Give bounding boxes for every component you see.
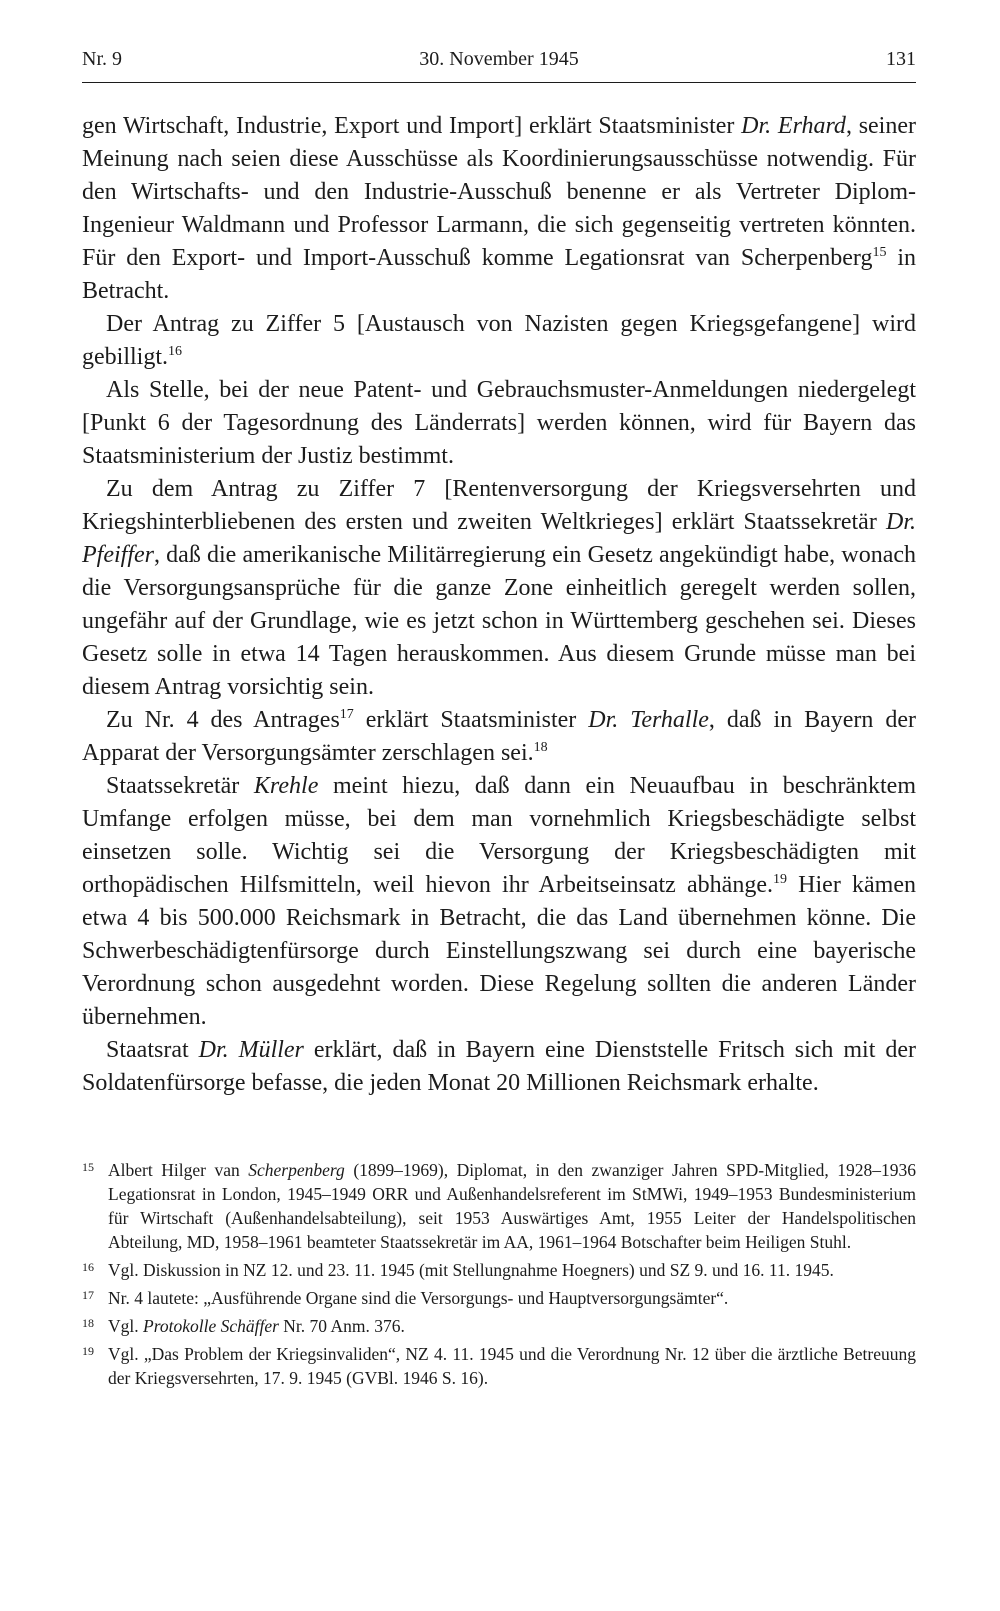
- person-name: Scherpenberg: [248, 1160, 345, 1180]
- text-run: Vgl. „Das Problem der Kriegsinvaliden“, NZ 4. 11. 1945 und die Verordnung Nr. 12 über die ärztliche Betreuung der Kriegsversehrten, 17. 9. 1945 (GVBl. 1946 S. 16).: [108, 1344, 916, 1388]
- text-run: Der Antrag zu Ziffer 5 [Austausch von Nazisten gegen Kriegsgefangene] wird gebilligt.: [82, 311, 916, 370]
- running-header: [82, 48, 916, 78]
- paragraph: [82, 110, 916, 308]
- paragraph: [82, 770, 916, 1034]
- text-run: gen Wirtschaft, Industrie, Export und Import] erklärt Staatsminister: [82, 113, 742, 139]
- text-run: Als Stelle, bei der neue Patent- und Gebrauchsmuster-Anmeldungen niedergelegt [Punkt 6 der Tagesordnung des Länderrats] werden können, wird für Bayern das Staatsministerium der Justiz bestimmt.: [82, 377, 916, 469]
- paragraph: [82, 308, 916, 374]
- footnote-ref: 18: [533, 740, 548, 755]
- footnote-ref: 15: [872, 245, 887, 260]
- text-run: Vgl.: [108, 1316, 143, 1336]
- footnote-ref: 19: [772, 872, 787, 887]
- text-run: , daß in Bayern der Apparat der Versorgungsämter zerschlagen sei.: [82, 707, 916, 766]
- text-run: erklärt Staatsminister: [353, 707, 589, 733]
- footnote-ref: 17: [339, 707, 354, 722]
- footnote-number: 15: [82, 1160, 94, 1174]
- paragraph: [82, 473, 916, 704]
- footnote: [82, 1342, 916, 1390]
- person-name: Dr. Terhalle: [588, 707, 709, 733]
- footnote-number: 19: [82, 1344, 94, 1358]
- page-number: 131: [886, 48, 916, 70]
- person-name: Protokolle Schäffer: [143, 1316, 279, 1336]
- text-run: Albert Hilger van: [108, 1160, 249, 1180]
- footnote-number: 17: [82, 1288, 94, 1302]
- issue-number: Nr. 9: [82, 48, 122, 70]
- text-run: Nr. 4 lautete: „Ausführende Organe sind die Versorgungs- und Hauptversorgungsämter“.: [108, 1288, 729, 1308]
- text-run: , seiner Meinung nach seien diese Ausschüsse als Koordinierungsausschüsse notwendig. Für den Wirtschafts- und den Industrie-Ausschuß benenne er als Vertreter Diplom-Ingenieur Waldmann und Professor Larmann, die sich gegenseitig vertreten könnten. Für den Export- und Import-Ausschuß komme Legationsrat van Scherpenberg: [82, 113, 916, 271]
- text-run: Zu dem Antrag zu Ziffer 7 [Rentenversorgung der Kriegsversehrten und Kriegshinterbliebenen des ersten und zweiten Weltkrieges] erklärt Staatssekretär: [82, 476, 916, 535]
- person-name: Krehle: [253, 773, 319, 799]
- footnote: [82, 1258, 916, 1282]
- header-rule: [82, 82, 916, 83]
- person-name: Dr. Müller: [198, 1037, 304, 1063]
- text-run: Vgl. Diskussion in NZ 12. und 23. 11. 1945 (mit Stellungnahme Hoegners) und SZ 9. und 16. 11. 1945.: [108, 1260, 834, 1280]
- text-run: in Betracht.: [82, 245, 917, 304]
- text-run: Zu Nr. 4 des Antrages: [106, 707, 340, 733]
- text-run: meint hiezu, daß dann ein Neuaufbau in beschränktem Umfange erfolgen müsse, bei dem man vornehmlich Kriegsbeschädigte selbst einsetzen solle. Wichtig sei die Versorgung der Kriegsbeschädigten mit orthopädischen Hilfsmitteln, weil hievon ihr Arbeitseinsatz abhänge.: [82, 773, 916, 898]
- paragraph: [82, 374, 916, 473]
- text-run: , daß die amerikanische Militärregierung ein Gesetz angekündigt habe, wonach die Versorgungsansprüche für die ganze Zone einheitlich geregelt werden sollen, ungefähr auf der Grundlage, wie es jetzt schon in Württemberg geschehen sei. Dieses Gesetz solle in etwa 14 Tagen herauskommen. Aus diesem Grunde müsse man bei diesem Antrag vorsichtig sein.: [82, 542, 916, 700]
- paragraph: [82, 1034, 916, 1100]
- footnote: [82, 1314, 916, 1338]
- main-text: [82, 110, 916, 1100]
- person-name: Dr. Erhard: [741, 113, 846, 139]
- header-date: 30. November 1945: [419, 48, 579, 70]
- footnotes: [82, 1158, 916, 1394]
- footnote: [82, 1158, 916, 1254]
- footnote-ref: 16: [168, 344, 182, 359]
- person-name: Dr. Pfeiffer: [82, 509, 916, 568]
- text-run: Staatsrat: [106, 1037, 199, 1063]
- footnote: [82, 1286, 916, 1310]
- paragraph: [82, 704, 916, 770]
- text-run: Staatssekretär: [106, 773, 254, 799]
- text-run: Hier kämen etwa 4 bis 500.000 Reichsmark in Betracht, die das Land übernehmen könne. Die Schwerbeschädigtenfürsorge durch Einstellungszwang sei durch eine bayerische Verordnung schon ausgedehnt worden. Diese Regelung sollten die anderen Länder übernehmen.: [82, 872, 916, 1030]
- text-run: (1899–1969), Diplomat, in den zwanziger Jahren SPD-Mitglied, 1928–1936 Legationsrat in London, 1945–1949 ORR und Außenhandelsreferent im StMWi, 1949–1953 Bundesministerium für Wirtschaft (Außenhandelsabteilung), seit 1953 Auswärtiges Amt, 1955 Leiter der Handelspolitischen Abteilung, MD, 1958–1961 beamteter Staatssekretär im AA, 1961–1964 Botschafter beim Heiligen Stuhl.: [108, 1160, 916, 1252]
- footnote-number: 18: [82, 1316, 94, 1330]
- footnote-number: 16: [82, 1260, 94, 1274]
- text-run: erklärt, daß in Bayern eine Dienststelle Fritsch sich mit der Soldatenfürsorge befasse, die jeden Monat 20 Millionen Reichsmark erhalte.: [82, 1037, 916, 1096]
- text-run: Nr. 70 Anm. 376.: [278, 1316, 405, 1336]
